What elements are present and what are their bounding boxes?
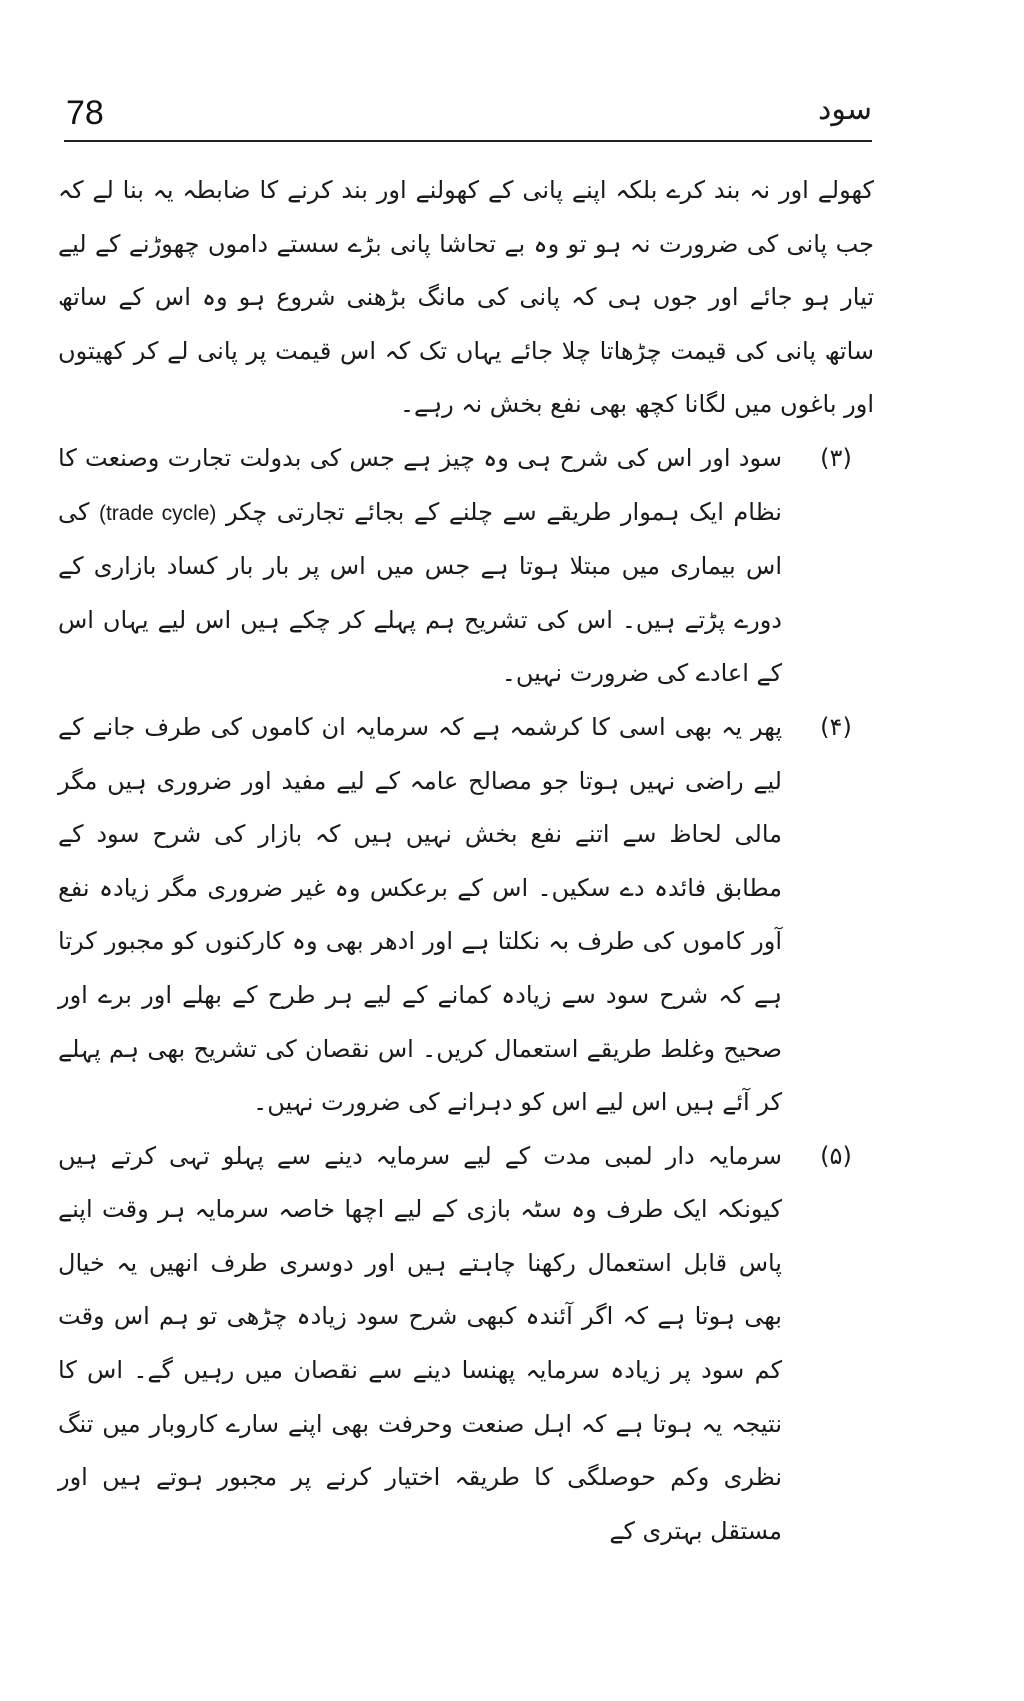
page-body (58, 164, 874, 1558)
list-item-3 (58, 432, 874, 701)
page-header (64, 88, 872, 142)
running-title: سود (818, 92, 872, 127)
item-text: پھر یہ بھی اسی کا کرشمہ ہے کہ سرمایہ ان کاموں کی طرف جانے کے لیے راضی نہیں ہوتا جو مصالح عامہ کے لیے مفید اور ضروری ہیں مگر مالی لحاظ سے اتنے نفع بخش نہیں ہیں کہ بازار کی شرح سود کے مطابق فائدہ دے سکیں۔ اس کے برعکس وہ غیر ضروری مگر زیادہ نفع آور کاموں کی طرف بہ نکلتا ہے اور ادھر بھی وہ کارکنوں کو مجبور کرتا ہے کہ شرح سود سے زیادہ کمانے کے لیے ہر طرح کے بھلے اور برے اور صحیح وغلط طریقے استعمال کریں۔ اس نقصان کی تشریح بھی ہم پہلے کر آئے ہیں اس لیے اس کو دہرانے کی ضرورت نہیں۔ (58, 712, 783, 1117)
list-item-5 (58, 1130, 874, 1559)
page-number: 78 (66, 94, 104, 132)
item-text-before: سود اور اس کی شرح ہی وہ چیز ہے جس کی بدولت تجارت وصنعت کا نظام ایک ہموار طریقے سے چلنے کے بجائے تجارتی چکر (58, 443, 782, 526)
english-term: (trade cycle) (98, 501, 217, 525)
intro-paragraph: کھولے اور نہ بند کرے بلکہ اپنے پانی کے کھولنے اور بند کرنے کا ضابطہ یہ بنا لے کہ جب پانی کی ضرورت نہ ہو تو وہ بے تحاشا پانی بڑے سستے داموں چھوڑنے کے لیے تیار ہو جائے اور جوں ہی کہ پانی کی مانگ بڑھنی شروع ہو وہ اس کے ساتھ ساتھ پانی کی قیمت چڑھاتا چلا جائے یہاں تک کہ اس قیمت پر پانی لے کر کھیتوں اور باغوں میں لگانا کچھ بھی نفع بخش نہ رہے۔ (58, 176, 874, 419)
item-text: سرمایہ دار لمبی مدت کے لیے سرمایہ دینے سے پہلو تہی کرتے ہیں کیونکہ ایک طرف وہ سٹہ بازی کے لیے اچھا خاصہ سرمایہ ہر وقت اپنے پاس قابل استعمال رکھنا چاہتے ہیں اور دوسری طرف انھیں یہ خیال بھی ہوتا ہے کہ اگر آئندہ کبھی شرح سود زیادہ چڑھی تو ہم اس وقت کم سود پر زیادہ سرمایہ پھنسا دینے سے نقصان میں رہیں گے۔ اس کا نتیجہ یہ ہوتا ہے کہ اہل صنعت وحرفت بھی اپنے سارے کاروبار میں تنگ نظری وکم حوصلگی کا طریقہ اختیار کرنے پر مجبور ہوتے ہیں اور مستقل بہتری کے (58, 1141, 782, 1545)
item-number: (۳) (820, 443, 852, 472)
item-text-after: کی اس بیماری میں مبتلا ہوتا ہے جس میں اس پر بار بار کساد بازاری کے دورے پڑتے ہیں۔ اس کی تشریح ہم پہلے کر چکے ہیں اس لیے یہاں اس کے اعادے کی ضرورت نہیں۔ (58, 497, 782, 688)
list-item-4 (58, 701, 874, 1130)
item-number: (۵) (820, 1141, 852, 1170)
item-number: (۴) (820, 712, 852, 741)
